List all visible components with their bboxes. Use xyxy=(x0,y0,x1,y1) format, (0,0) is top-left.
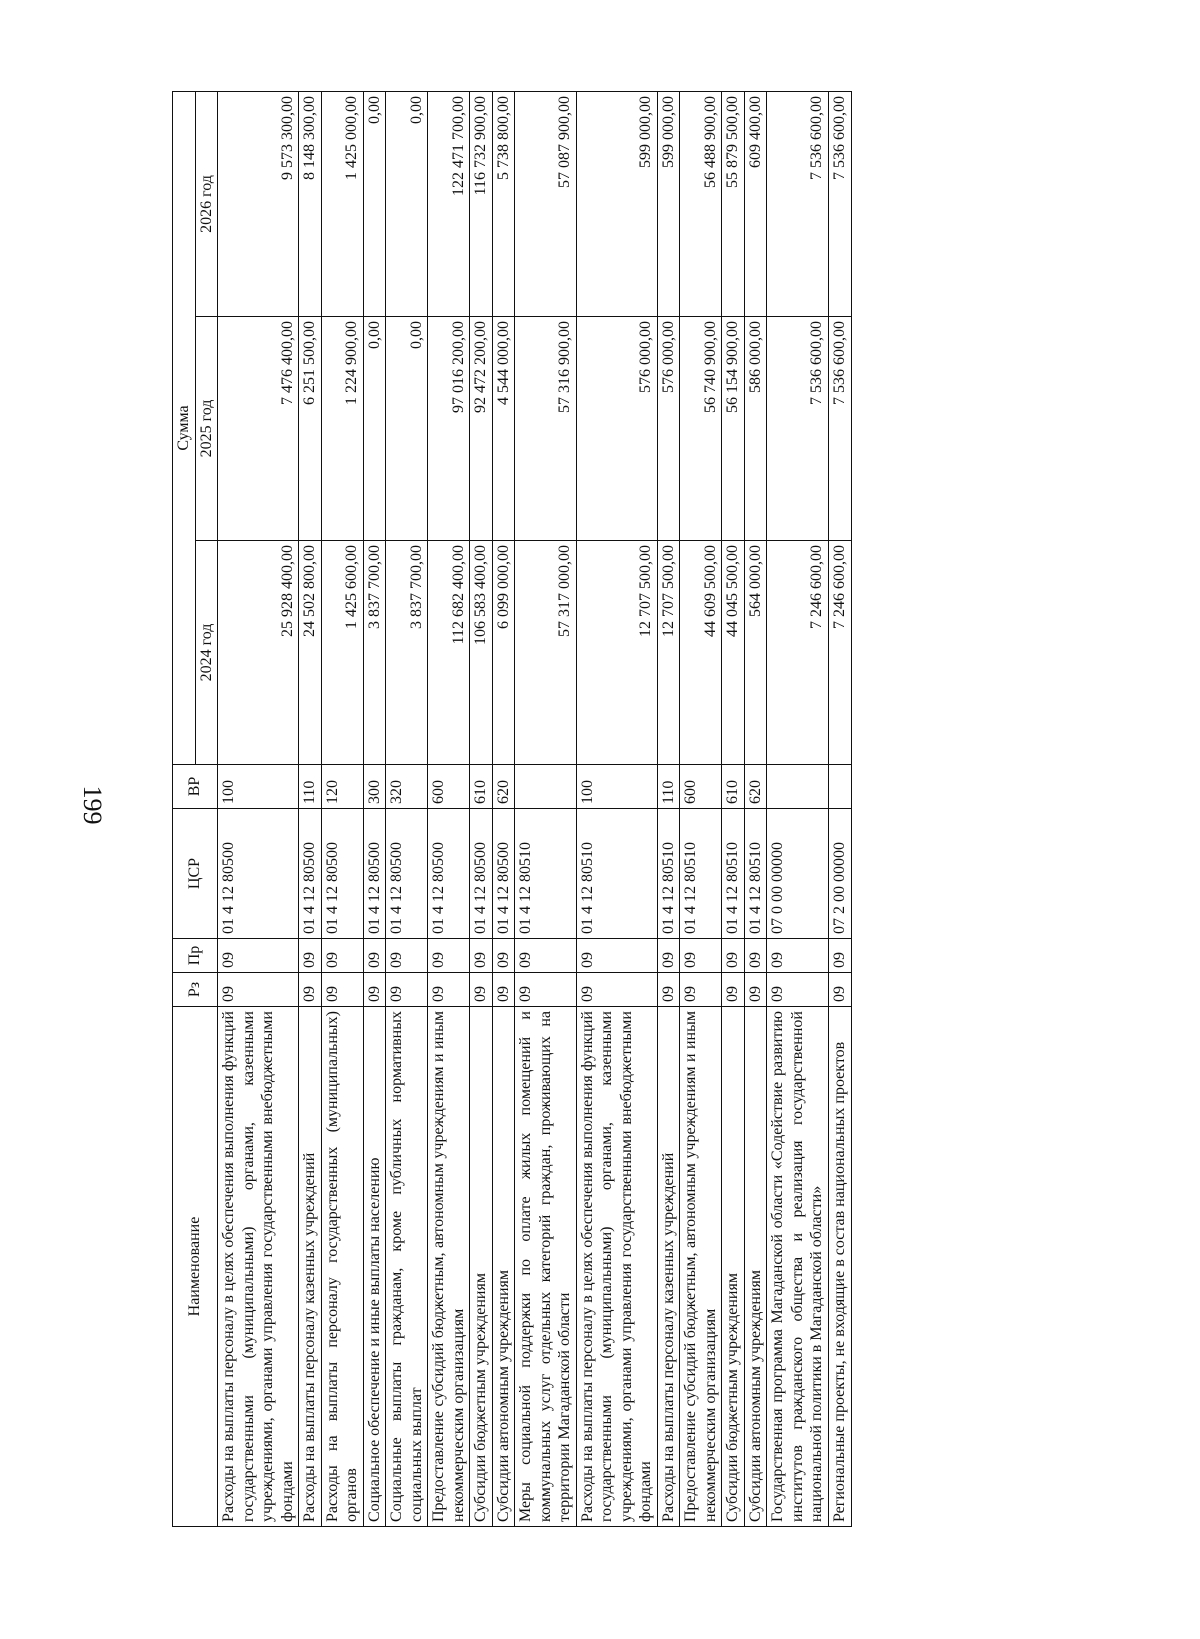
cell-csr: 01 4 12 80500 xyxy=(321,809,363,939)
header-2026: 2026 год xyxy=(195,91,218,316)
table-row xyxy=(657,91,680,1526)
table-row xyxy=(218,91,299,1526)
cell-vr: 300 xyxy=(363,765,386,809)
cell-csr: 01 4 12 80510 xyxy=(657,809,680,939)
cell-vr xyxy=(767,765,829,809)
cell-y2024: 12 707 500,00 xyxy=(576,541,657,765)
cell-vr: 610 xyxy=(722,765,745,809)
table-row xyxy=(321,91,363,1526)
cell-rz: 09 xyxy=(576,973,657,1007)
cell-vr: 110 xyxy=(299,765,322,809)
table-row xyxy=(576,91,657,1526)
cell-vr: 600 xyxy=(680,765,722,809)
cell-vr: 620 xyxy=(744,765,767,809)
header-sum: Сумма xyxy=(173,91,196,764)
cell-y2026: 8 148 300,00 xyxy=(299,91,322,316)
table-row xyxy=(767,91,829,1526)
cell-y2025: 56 740 900,00 xyxy=(680,317,722,541)
cell-pr: 09 xyxy=(299,939,322,973)
budget-table xyxy=(172,91,852,1527)
cell-vr: 110 xyxy=(657,765,680,809)
cell-pr: 09 xyxy=(828,939,851,973)
cell-rz: 09 xyxy=(680,973,722,1007)
cell-y2026: 7 536 600,00 xyxy=(767,91,829,316)
cell-rz: 09 xyxy=(744,973,767,1007)
cell-y2024: 7 246 600,00 xyxy=(828,541,851,765)
cell-vr: 320 xyxy=(386,765,428,809)
cell-name: Предоставление субсидий бюджетным, автономным учреждениям и иным некоммерческим организациям xyxy=(428,1007,470,1527)
cell-rz: 09 xyxy=(321,973,363,1007)
cell-vr: 100 xyxy=(218,765,299,809)
header-2024: 2024 год xyxy=(195,541,218,765)
cell-y2024: 44 045 500,00 xyxy=(722,541,745,765)
cell-y2025: 0,00 xyxy=(386,317,428,541)
cell-y2026: 116 732 900,00 xyxy=(470,91,493,316)
table-row xyxy=(828,91,851,1526)
cell-y2025: 0,00 xyxy=(363,317,386,541)
cell-rz: 09 xyxy=(470,973,493,1007)
cell-pr: 09 xyxy=(492,939,515,973)
cell-vr xyxy=(515,765,577,809)
cell-rz: 09 xyxy=(492,973,515,1007)
cell-y2026: 5 738 800,00 xyxy=(492,91,515,316)
cell-pr: 09 xyxy=(576,939,657,973)
header-2025: 2025 год xyxy=(195,317,218,541)
cell-pr: 09 xyxy=(321,939,363,973)
cell-csr: 01 4 12 80510 xyxy=(680,809,722,939)
cell-name: Государственная программа Магаданской области «Содействие развитию институтов гражданского общества и реализация государственной национальной политики в Магаданской области» xyxy=(767,1007,829,1527)
cell-rz: 09 xyxy=(218,973,299,1007)
cell-y2025: 1 224 900,00 xyxy=(321,317,363,541)
cell-name: Расходы на выплаты персоналу государственных (муниципальных) органов xyxy=(321,1007,363,1527)
header-name: Наименование xyxy=(173,1007,218,1527)
cell-name: Социальные выплаты гражданам, кроме публичных нормативных социальных выплат xyxy=(386,1007,428,1527)
cell-name: Предоставление субсидий бюджетным, автономным учреждениям и иным некоммерческим организациям xyxy=(680,1007,722,1527)
cell-name: Расходы на выплаты персоналу в целях обеспечения выполнения функций государственными (муниципальными) органами, казенными учреждениями, органами управления государственными внебюджетными фондами xyxy=(218,1007,299,1527)
cell-name: Субсидии автономным учреждениям xyxy=(492,1007,515,1527)
cell-csr: 01 4 12 80500 xyxy=(218,809,299,939)
cell-rz: 09 xyxy=(428,973,470,1007)
cell-csr: 01 4 12 80500 xyxy=(492,809,515,939)
cell-csr: 01 4 12 80500 xyxy=(428,809,470,939)
cell-name: Субсидии бюджетным учреждениям xyxy=(470,1007,493,1527)
cell-y2025: 97 016 200,00 xyxy=(428,317,470,541)
cell-vr: 100 xyxy=(576,765,657,809)
cell-pr: 09 xyxy=(515,939,577,973)
cell-y2026: 609 400,00 xyxy=(744,91,767,316)
table-row xyxy=(722,91,745,1526)
cell-rz: 09 xyxy=(363,973,386,1007)
cell-y2025: 586 000,00 xyxy=(744,317,767,541)
cell-pr: 09 xyxy=(744,939,767,973)
cell-name: Субсидии автономным учреждениям xyxy=(744,1007,767,1527)
cell-name: Субсидии бюджетным учреждениям xyxy=(722,1007,745,1527)
cell-y2026: 57 087 900,00 xyxy=(515,91,577,316)
cell-pr: 09 xyxy=(363,939,386,973)
cell-y2024: 1 425 600,00 xyxy=(321,541,363,765)
cell-csr: 07 0 00 00000 xyxy=(767,809,829,939)
cell-y2024: 6 099 000,00 xyxy=(492,541,515,765)
table-row xyxy=(299,91,322,1526)
cell-y2026: 55 879 500,00 xyxy=(722,91,745,316)
cell-y2026: 7 536 600,00 xyxy=(828,91,851,316)
page-number: 199 xyxy=(78,785,107,825)
cell-y2024: 564 000,00 xyxy=(744,541,767,765)
cell-pr: 09 xyxy=(386,939,428,973)
cell-csr: 01 4 12 80500 xyxy=(363,809,386,939)
cell-pr: 09 xyxy=(680,939,722,973)
cell-y2024: 106 583 400,00 xyxy=(470,541,493,765)
cell-y2026: 1 425 000,00 xyxy=(321,91,363,316)
table-row xyxy=(386,91,428,1526)
cell-vr xyxy=(828,765,851,809)
cell-rz: 09 xyxy=(767,973,829,1007)
cell-y2026: 599 000,00 xyxy=(576,91,657,316)
cell-csr: 01 4 12 80510 xyxy=(515,809,577,939)
rotated-table-wrapper xyxy=(172,92,1062,1527)
cell-pr: 09 xyxy=(722,939,745,973)
cell-csr: 01 4 12 80500 xyxy=(386,809,428,939)
cell-y2024: 7 246 600,00 xyxy=(767,541,829,765)
cell-rz: 09 xyxy=(515,973,577,1007)
cell-y2025: 576 000,00 xyxy=(657,317,680,541)
header-csr: ЦСР xyxy=(173,809,218,939)
cell-vr: 620 xyxy=(492,765,515,809)
cell-y2026: 56 488 900,00 xyxy=(680,91,722,316)
cell-csr: 01 4 12 80510 xyxy=(576,809,657,939)
cell-csr: 01 4 12 80510 xyxy=(744,809,767,939)
table-row xyxy=(680,91,722,1526)
cell-y2025: 576 000,00 xyxy=(576,317,657,541)
cell-y2026: 0,00 xyxy=(363,91,386,316)
cell-pr: 09 xyxy=(428,939,470,973)
cell-y2026: 9 573 300,00 xyxy=(218,91,299,316)
cell-name: Расходы на выплаты персоналу казенных учреждений xyxy=(299,1007,322,1527)
header-pr: Пр xyxy=(173,939,218,973)
table-row xyxy=(470,91,493,1526)
table-body xyxy=(218,91,851,1526)
cell-pr: 09 xyxy=(657,939,680,973)
cell-rz: 09 xyxy=(657,973,680,1007)
cell-y2024: 112 682 400,00 xyxy=(428,541,470,765)
cell-y2025: 6 251 500,00 xyxy=(299,317,322,541)
cell-y2026: 122 471 700,00 xyxy=(428,91,470,316)
cell-csr: 01 4 12 80500 xyxy=(470,809,493,939)
cell-y2024: 3 837 700,00 xyxy=(363,541,386,765)
cell-name: Расходы на выплаты персоналу казенных учреждений xyxy=(657,1007,680,1527)
cell-csr: 01 4 12 80510 xyxy=(722,809,745,939)
table-row xyxy=(515,91,577,1526)
cell-pr: 09 xyxy=(767,939,829,973)
cell-name: Региональные проекты, не входящие в состав национальных проектов xyxy=(828,1007,851,1527)
table-row xyxy=(363,91,386,1526)
cell-vr: 600 xyxy=(428,765,470,809)
cell-y2026: 0,00 xyxy=(386,91,428,316)
cell-pr: 09 xyxy=(470,939,493,973)
cell-y2025: 56 154 900,00 xyxy=(722,317,745,541)
cell-y2024: 57 317 000,00 xyxy=(515,541,577,765)
cell-vr: 610 xyxy=(470,765,493,809)
table-row xyxy=(492,91,515,1526)
cell-y2025: 7 536 600,00 xyxy=(767,317,829,541)
cell-name: Расходы на выплаты персоналу в целях обеспечения выполнения функций государственными (муниципальными) органами, казенными учреждениями, органами управления государственными внебюджетными фондами xyxy=(576,1007,657,1527)
cell-y2025: 4 544 000,00 xyxy=(492,317,515,541)
cell-y2024: 12 707 500,00 xyxy=(657,541,680,765)
cell-y2025: 92 472 200,00 xyxy=(470,317,493,541)
header-vr: ВР xyxy=(173,765,218,809)
cell-y2024: 24 502 800,00 xyxy=(299,541,322,765)
cell-rz: 09 xyxy=(828,973,851,1007)
cell-rz: 09 xyxy=(386,973,428,1007)
cell-rz: 09 xyxy=(722,973,745,1007)
cell-rz: 09 xyxy=(299,973,322,1007)
cell-y2025: 7 536 600,00 xyxy=(828,317,851,541)
cell-pr: 09 xyxy=(218,939,299,973)
cell-y2024: 25 928 400,00 xyxy=(218,541,299,765)
cell-y2024: 44 609 500,00 xyxy=(680,541,722,765)
header-row xyxy=(173,91,196,1526)
cell-y2026: 599 000,00 xyxy=(657,91,680,316)
table-row xyxy=(744,91,767,1526)
cell-y2025: 7 476 400,00 xyxy=(218,317,299,541)
cell-name: Меры социальной поддержки по оплате жилых помещений и коммунальных услуг отдельных категорий граждан, проживающих на территории Магаданской области xyxy=(515,1007,577,1527)
header-rz: Рз xyxy=(173,973,218,1007)
cell-csr: 01 4 12 80500 xyxy=(299,809,322,939)
cell-y2025: 57 316 900,00 xyxy=(515,317,577,541)
cell-y2024: 3 837 700,00 xyxy=(386,541,428,765)
table-row xyxy=(428,91,470,1526)
cell-csr: 07 2 00 00000 xyxy=(828,809,851,939)
cell-vr: 120 xyxy=(321,765,363,809)
cell-name: Социальное обеспечение и иные выплаты населению xyxy=(363,1007,386,1527)
